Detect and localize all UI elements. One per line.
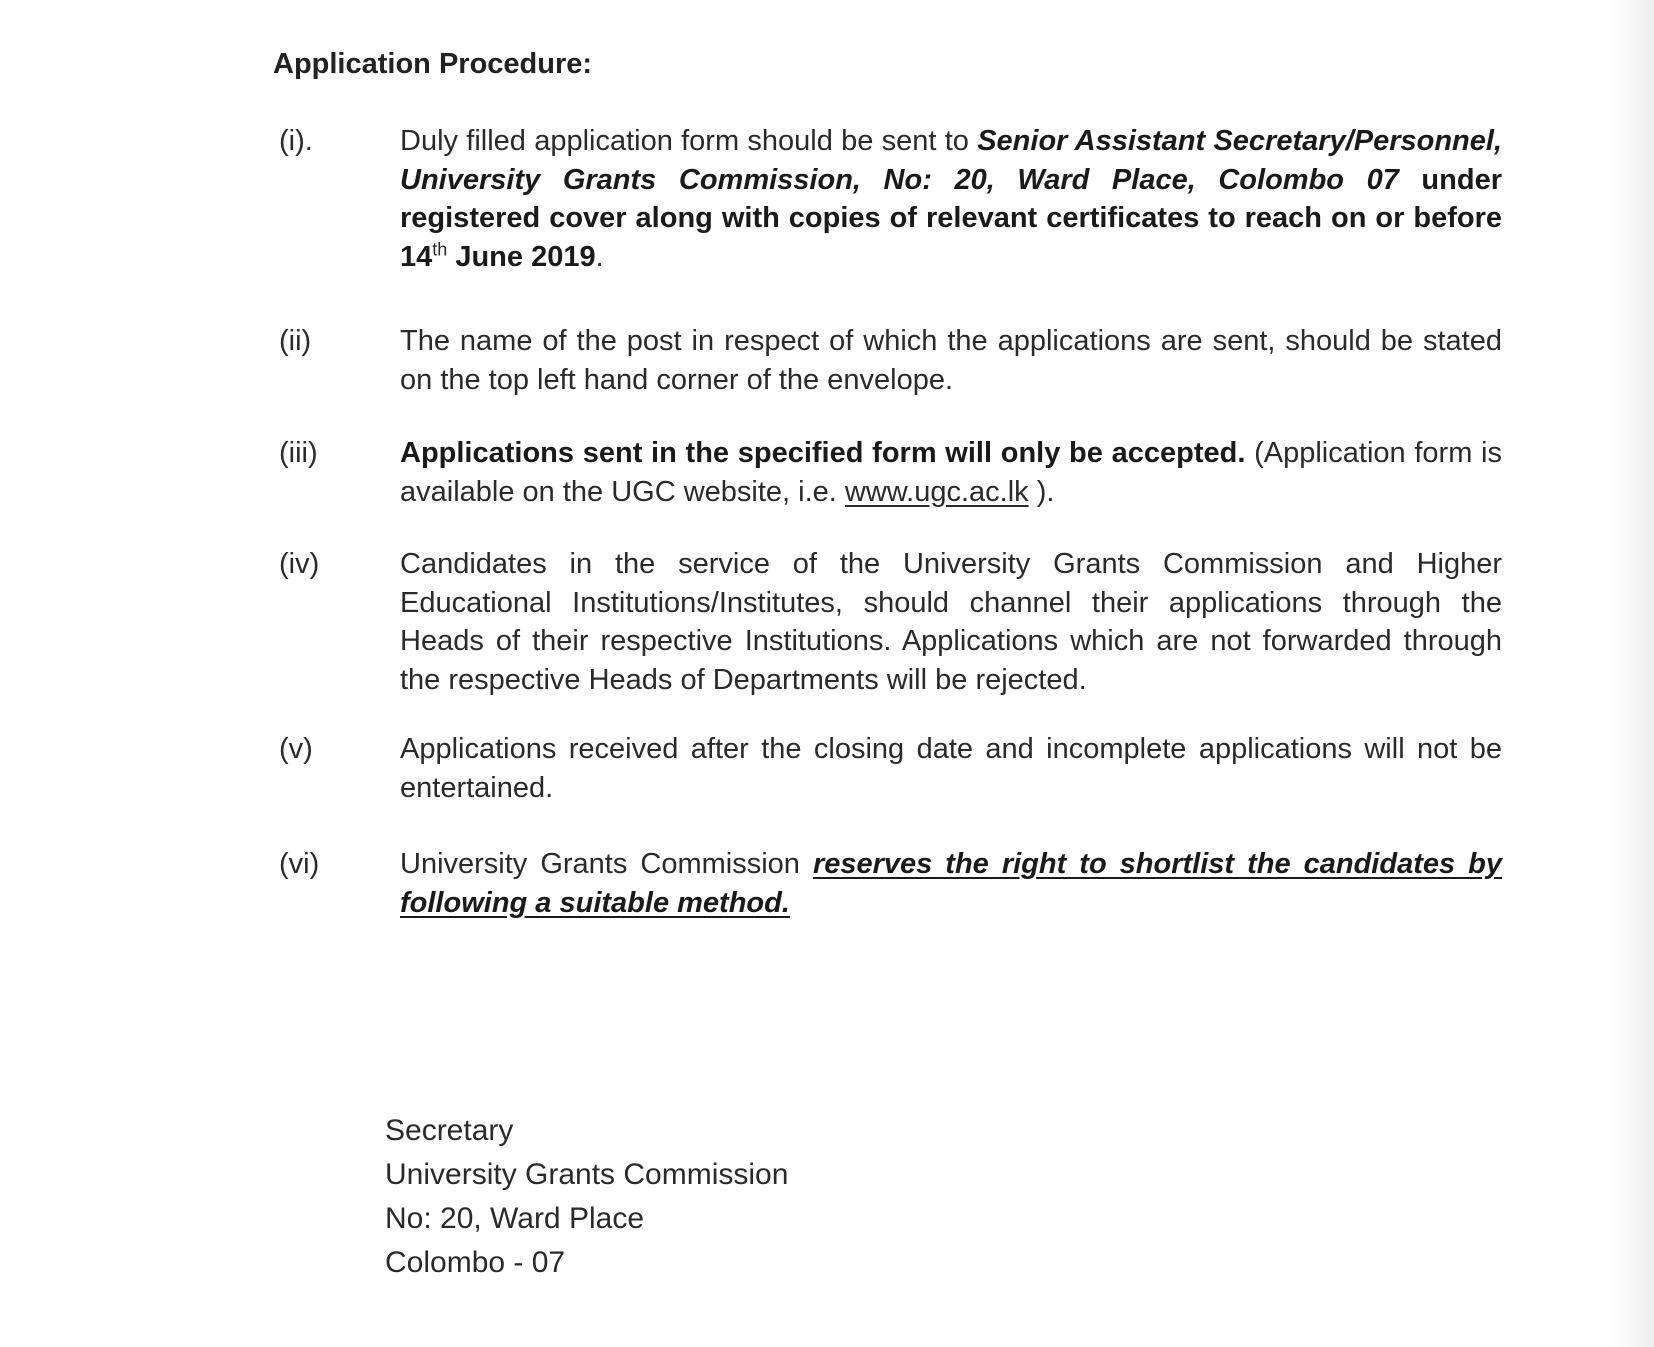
item-1-ordinal-suffix: th <box>432 238 448 259</box>
signature-address-city: Colombo - 07 <box>385 1246 566 1279</box>
item-text-6 <box>400 845 1502 922</box>
item-5-body: Applications received after the closing date and incomplete applications will not be entertained. <box>400 733 1502 804</box>
item-3-closing: ). <box>1028 475 1055 508</box>
item-number-2: (ii) <box>279 325 312 357</box>
item-text-4 <box>400 545 1502 699</box>
item-3-bold-statement: Applications sent in the specified form will only be accepted. <box>400 437 1246 469</box>
signature-address-street: No: 20, Ward Place <box>385 1202 644 1235</box>
item-text-1 <box>400 122 1502 276</box>
item-number-6: (vi) <box>279 848 320 880</box>
signature-organization: University Grants Commission <box>385 1158 789 1191</box>
item-1-period: . <box>595 240 604 273</box>
item-number-1: (i). <box>279 125 313 157</box>
item-1-instruction: under registered cover along with copies of relevant certificates to reach on or before 14 <box>400 163 1502 273</box>
item-text-2 <box>400 322 1502 399</box>
signature-title: Secretary <box>385 1114 514 1147</box>
item-1-address: Senior Assistant Secretary/Personnel, University Grants Commission, No: 20, Ward Place, Colombo 07 <box>400 125 1502 196</box>
section-heading: Application Procedure: <box>273 48 593 80</box>
scan-edge-shadow <box>1608 0 1654 1347</box>
item-text-3 <box>400 434 1502 511</box>
item-1-date: June 2019 <box>447 240 596 273</box>
item-text-5 <box>400 730 1502 807</box>
item-number-5: (v) <box>279 733 313 765</box>
item-6-emphasis: reserves the right to shortlist the candidates by following a suitable method. <box>400 848 1502 919</box>
item-3-note: (Application form is available on the UGC website, i.e. <box>400 437 1502 508</box>
item-2-body: The name of the post in respect of which the applications are sent, should be stated on the top left hand corner of the envelope. <box>400 325 1502 396</box>
item-4-body: Candidates in the service of the University Grants Commission and Higher Educational Institutions/Institutes, should channel their applications through the Heads of their respective Institutions. Applications which are not forwarded through the respective Heads of Departments will be rejected. <box>400 548 1502 696</box>
item-6-intro: University Grants Commission <box>400 848 813 880</box>
ugc-website-link[interactable]: www.ugc.ac.lk <box>844 475 1029 508</box>
item-1-intro: Duly filled application form should be sent to <box>400 125 978 157</box>
item-number-4: (iv) <box>279 548 320 580</box>
item-number-3: (iii) <box>279 437 318 469</box>
